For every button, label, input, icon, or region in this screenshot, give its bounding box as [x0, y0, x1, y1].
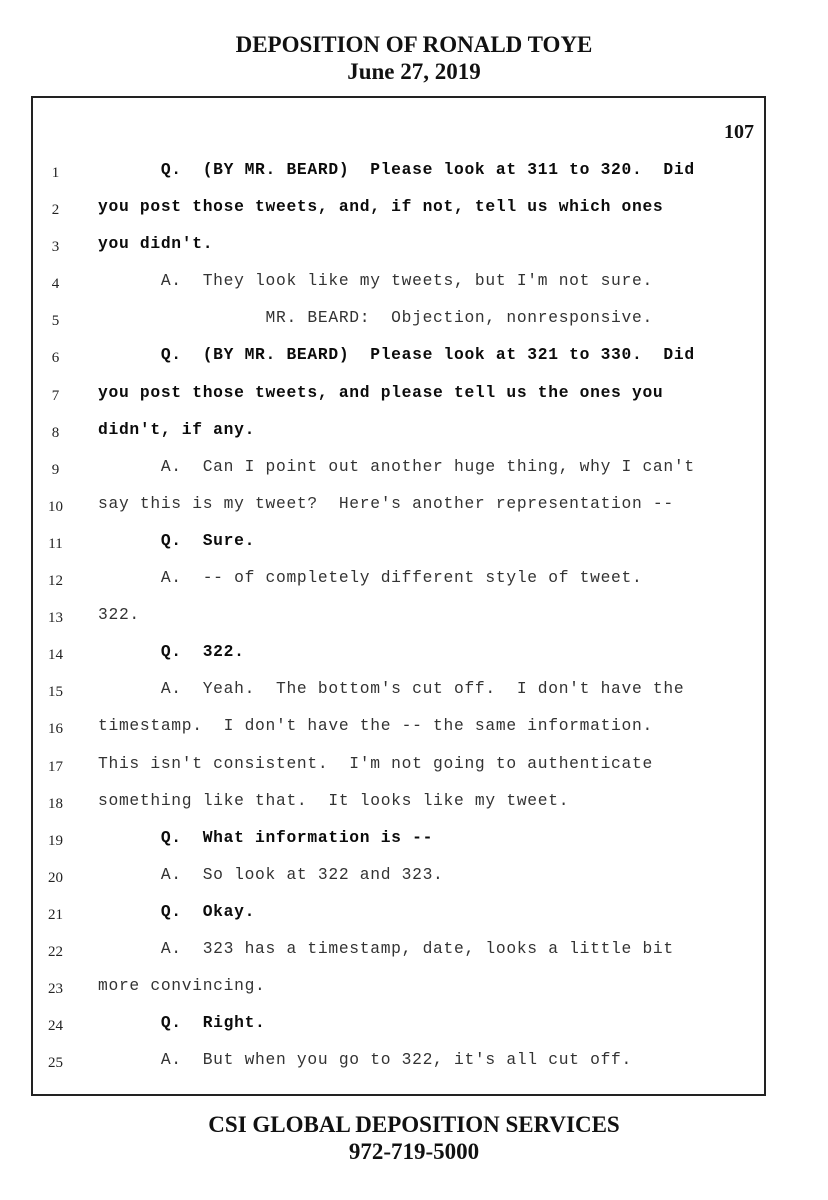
line-text: Q. Sure. — [98, 530, 256, 550]
line-number: 24 — [48, 1018, 63, 1035]
line-number: 6 — [51, 350, 60, 367]
line-text: Q. Right. — [98, 1013, 266, 1033]
line-number: 12 — [48, 573, 63, 590]
line-text: you post those tweets, and, if not, tell us which ones — [98, 197, 664, 217]
line-text: Q. 322. — [98, 642, 245, 662]
line-number: 25 — [48, 1055, 63, 1072]
line-number: 19 — [48, 832, 63, 849]
line-number: 11 — [48, 535, 63, 552]
line-text: you didn't. — [98, 234, 214, 254]
deposition-title: DEPOSITION OF RONALD TOYE — [235, 32, 593, 57]
transcript-line — [33, 750, 764, 787]
line-text: MR. BEARD: Objection, nonresponsive. — [98, 308, 653, 328]
page-number: 107 — [724, 121, 754, 143]
line-number: 3 — [51, 239, 60, 256]
line-number: 7 — [51, 387, 60, 404]
line-number: 13 — [48, 610, 63, 627]
line-text: you post those tweets, and please tell us the ones you — [98, 382, 664, 402]
line-number: 5 — [51, 313, 60, 330]
transcript-line — [33, 1046, 764, 1083]
line-text: A. So look at 322 and 323. — [98, 864, 444, 884]
transcript-line — [33, 156, 764, 193]
transcript-line — [33, 935, 764, 972]
transcript-line — [33, 712, 764, 749]
line-number: 21 — [48, 906, 63, 923]
document-header — [0, 31, 828, 85]
transcript-line — [33, 1009, 764, 1046]
line-text: say this is my tweet? Here's another representation -- — [98, 493, 674, 513]
line-number: 18 — [48, 795, 63, 812]
transcript-line — [33, 527, 764, 564]
transcript-lines — [33, 156, 764, 1083]
line-text: A. -- of completely different style of tweet. — [98, 568, 643, 588]
line-number: 15 — [48, 684, 63, 701]
transcript-line — [33, 675, 764, 712]
document-footer — [0, 1111, 828, 1165]
line-text: Q. (BY MR. BEARD) Please look at 321 to 330. Did — [98, 345, 695, 365]
transcript-line — [33, 898, 764, 935]
line-number: 20 — [48, 869, 63, 886]
transcript-line — [33, 824, 764, 861]
transcript-line — [33, 341, 764, 378]
line-text: didn't, if any. — [98, 419, 256, 439]
line-text: A. Can I point out another huge thing, why I can't — [98, 456, 695, 476]
transcript-line — [33, 267, 764, 304]
transcript-line — [33, 379, 764, 416]
line-text: Q. What information is -- — [98, 827, 434, 847]
line-number: 1 — [51, 165, 60, 181]
line-number: 16 — [48, 721, 63, 738]
line-text: 322. — [98, 605, 140, 625]
line-text: Q. Okay. — [98, 901, 256, 921]
line-number: 10 — [48, 498, 63, 515]
line-text: A. They look like my tweets, but I'm not sure. — [98, 271, 653, 291]
line-number: 23 — [48, 981, 63, 998]
line-text: something like that. It looks like my tweet. — [98, 790, 570, 810]
transcript-line — [33, 972, 764, 1009]
transcript-line — [33, 638, 764, 675]
transcript-line — [33, 861, 764, 898]
company-phone: 972-719-5000 — [348, 1139, 480, 1164]
transcript-line — [33, 230, 764, 267]
line-text: Q. (BY MR. BEARD) Please look at 311 to 320. Did — [98, 160, 695, 179]
transcript-line — [33, 787, 764, 824]
line-text: A. But when you go to 322, it's all cut off. — [98, 1050, 632, 1070]
line-number: 9 — [51, 461, 60, 478]
line-number: 17 — [48, 758, 63, 775]
transcript-page — [31, 96, 766, 1096]
transcript-line — [33, 193, 764, 230]
company-name: CSI GLOBAL DEPOSITION SERVICES — [208, 1112, 620, 1137]
line-text: timestamp. I don't have the -- the same information. — [98, 716, 653, 736]
line-number: 8 — [51, 424, 60, 441]
line-text: more convincing. — [98, 976, 266, 996]
line-number: 14 — [48, 647, 63, 664]
line-text: A. 323 has a timestamp, date, looks a little bit — [98, 938, 674, 958]
transcript-line — [33, 490, 764, 527]
line-number: 4 — [51, 276, 60, 293]
line-text: This isn't consistent. I'm not going to authenticate — [98, 753, 653, 773]
transcript-line — [33, 416, 764, 453]
line-number: 22 — [48, 943, 63, 960]
line-text: A. Yeah. The bottom's cut off. I don't have the — [98, 679, 685, 699]
transcript-line — [33, 564, 764, 601]
deposition-date: June 27, 2019 — [347, 59, 481, 84]
transcript-line — [33, 453, 764, 490]
line-number: 2 — [51, 202, 60, 219]
transcript-line — [33, 601, 764, 638]
transcript-line — [33, 304, 764, 341]
